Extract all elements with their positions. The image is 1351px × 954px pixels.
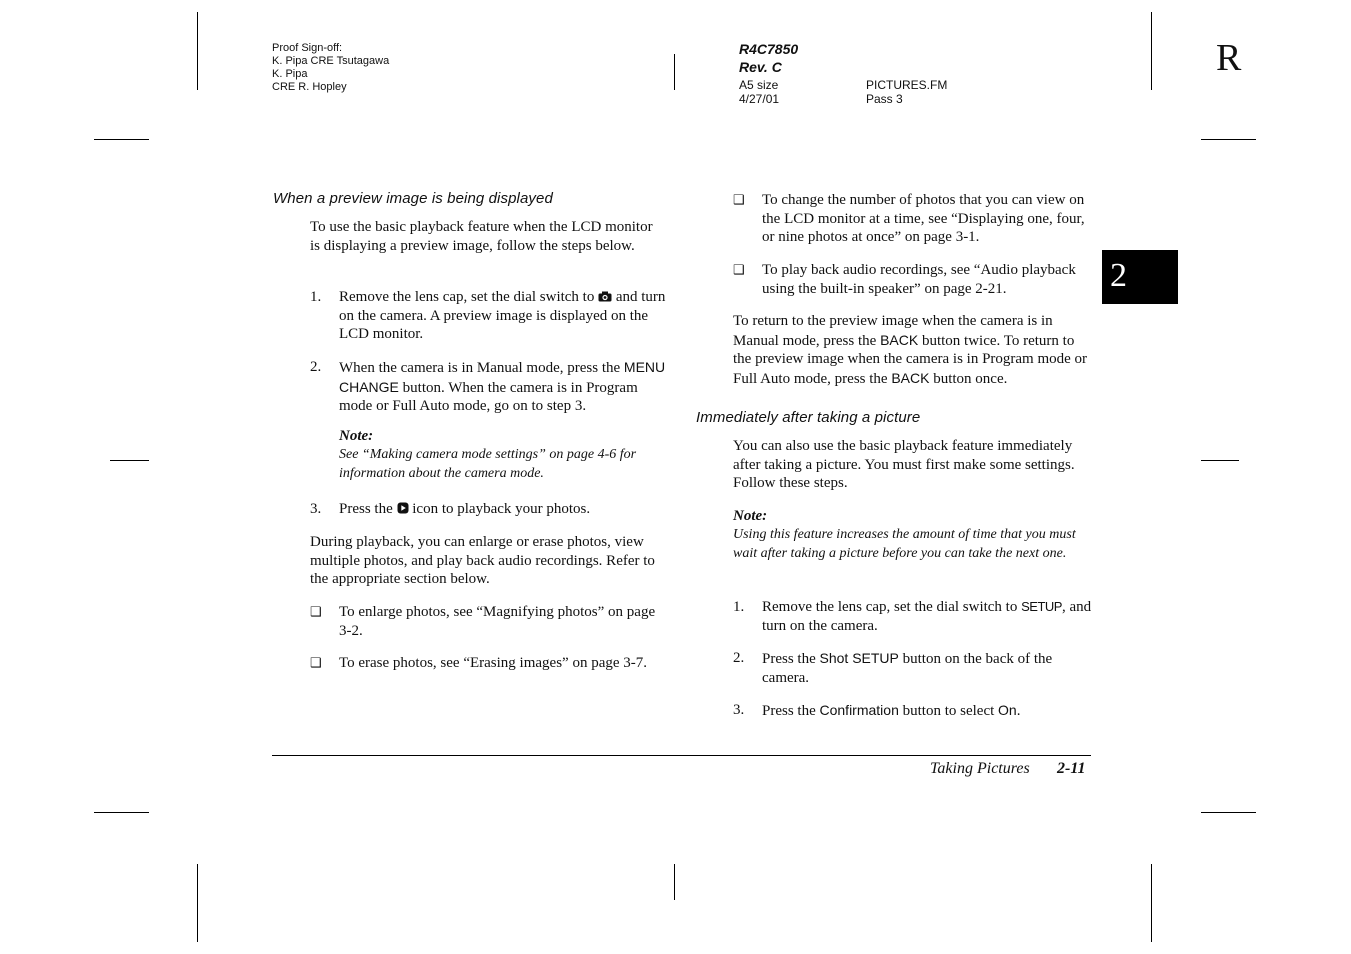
return-paragraph <box>733 312 1093 388</box>
crop-mark <box>1201 460 1239 461</box>
shot-setup-button-label: Shot SETUP <box>819 650 899 666</box>
file-name: PICTURES.FM <box>866 78 948 92</box>
corner-letter: R <box>1216 37 1242 79</box>
footer-rule <box>272 755 1091 756</box>
doc-revision: Rev. C <box>739 59 782 75</box>
step-number: 3. <box>310 501 322 517</box>
step-text: Press the <box>339 501 393 517</box>
step-text: . <box>1016 703 1021 719</box>
proof-line: K. Pipa CRE Tsutagawa <box>272 55 390 67</box>
return-text: button twice. To return to the preview image when the camera is in Program mode or Full Auto mode, press the <box>733 332 1088 387</box>
crop-mark <box>674 864 675 900</box>
step-text: icon to playback your photos. <box>412 501 591 517</box>
bullet-box-icon: ❑ <box>310 655 322 670</box>
crop-mark <box>197 12 198 90</box>
section-heading-preview: When a preview image is being displayed <box>273 190 553 207</box>
note-block <box>339 427 669 483</box>
crop-mark <box>94 139 149 140</box>
bullet-item <box>310 654 672 694</box>
step-number: 3. <box>733 702 745 718</box>
back-button-label: BACK <box>891 369 930 386</box>
pass-number: Pass 3 <box>866 92 903 106</box>
intro-paragraph: To use the basic playback feature when the LCD monitor is displaying a preview image, follow the steps below. <box>310 219 653 254</box>
bullet-item <box>310 603 672 643</box>
back-button-label: BACK <box>880 331 919 348</box>
step-1 <box>310 288 672 348</box>
intro-paragraph-2: You can also use the basic playback feature immediately after taking a picture. You must first make some settings. Follow these steps. <box>733 438 1075 492</box>
bullet-item <box>733 191 1093 251</box>
bullet-item <box>733 261 1093 301</box>
crop-mark <box>197 864 198 942</box>
page-number: 2-11 <box>1057 760 1086 777</box>
step-text: button to select <box>902 703 995 719</box>
doc-date: 4/27/01 <box>739 92 780 106</box>
crop-mark <box>94 812 149 813</box>
footer-chapter-title: Taking Pictures <box>930 760 1030 777</box>
crop-mark <box>110 460 149 461</box>
step-number: 2. <box>733 650 745 666</box>
step-2 <box>310 358 672 418</box>
proof-signoff <box>272 42 472 94</box>
step-text: When the camera is in Manual mode, press the <box>339 360 621 376</box>
note-title: Note: <box>339 428 374 444</box>
bullet-text: To enlarge photos, see “Magnifying photos” on page 3-2. <box>339 604 656 639</box>
step-text: Press the <box>762 651 816 667</box>
step-number: 1. <box>310 289 322 305</box>
step-text: button on the back of the camera. <box>762 651 1053 686</box>
note-text: Using this feature increases the amount of time that you must wait after taking a picture before you can take the next one. <box>733 527 1076 561</box>
bullet-text: To play back audio recordings, see “Audio playback using the built-in speaker” on page 2-21. <box>762 262 1076 297</box>
step-3 <box>733 701 1093 723</box>
camera-mode-icon <box>598 289 612 299</box>
step-3 <box>310 500 672 522</box>
setup-mode-label: SETUP <box>1021 599 1062 614</box>
on-value-label: On <box>998 702 1017 718</box>
bullet-text: To erase photos, see “Erasing images” on page 3-7. <box>339 655 648 671</box>
doc-code: R4C7850 <box>739 41 799 57</box>
step-text: Remove the lens cap, set the dial switch to <box>339 289 595 305</box>
step-text: button. When the camera is in Program mode or Full Auto mode, go on to step 3. <box>339 379 638 415</box>
playback-icon <box>397 501 409 513</box>
step-2 <box>733 649 1093 689</box>
bullet-box-icon: ❑ <box>733 262 745 277</box>
step-text: , and turn on the camera. <box>762 599 1092 634</box>
during-playback-paragraph: During playback, you can enlarge or erase photos, view multiple photos, and play back audio recordings. Refer to the appropriate section below. <box>310 534 655 588</box>
return-text: button once. <box>933 370 1008 387</box>
crop-mark <box>1151 12 1152 90</box>
crop-mark <box>1151 864 1152 942</box>
step-1 <box>733 598 1093 638</box>
proof-line: CRE R. Hopley <box>272 81 347 93</box>
bullet-box-icon: ❑ <box>310 604 322 619</box>
proof-line: Proof Sign-off: <box>272 42 343 54</box>
step-number: 2. <box>310 359 322 375</box>
step-text: Remove the lens cap, set the dial switch to <box>762 599 1018 615</box>
crop-mark <box>674 54 675 90</box>
menu-change-button-label: MENU CHANGE <box>339 359 666 395</box>
step-number: 1. <box>733 599 745 615</box>
note-block <box>733 507 1093 563</box>
return-text: To return to the preview image when the camera is in Manual mode, press the <box>733 313 1053 349</box>
crop-mark <box>1201 812 1256 813</box>
note-text: See “Making camera mode settings” on page 4-6 for information about the camera mode. <box>339 447 637 481</box>
step-text: Press the <box>762 703 816 719</box>
crop-mark <box>1201 139 1256 140</box>
step-text: and turn on the camera. A preview image is displayed on the LCD monitor. <box>339 289 666 343</box>
bullet-box-icon: ❑ <box>733 192 745 207</box>
section-heading-after-picture: Immediately after taking a picture <box>696 409 921 426</box>
bullet-text: To change the number of photos that you can view on the LCD monitor at a time, see “Displaying one, four, or nine photos at once” on page 3-1. <box>762 192 1085 246</box>
confirmation-button-label: Confirmation <box>819 702 899 718</box>
chapter-number: 2 <box>1110 257 1127 294</box>
note-title: Note: <box>733 508 768 524</box>
proof-line: K. Pipa <box>272 68 308 80</box>
chapter-tab <box>1102 250 1178 304</box>
paper-size: A5 size <box>739 78 779 92</box>
